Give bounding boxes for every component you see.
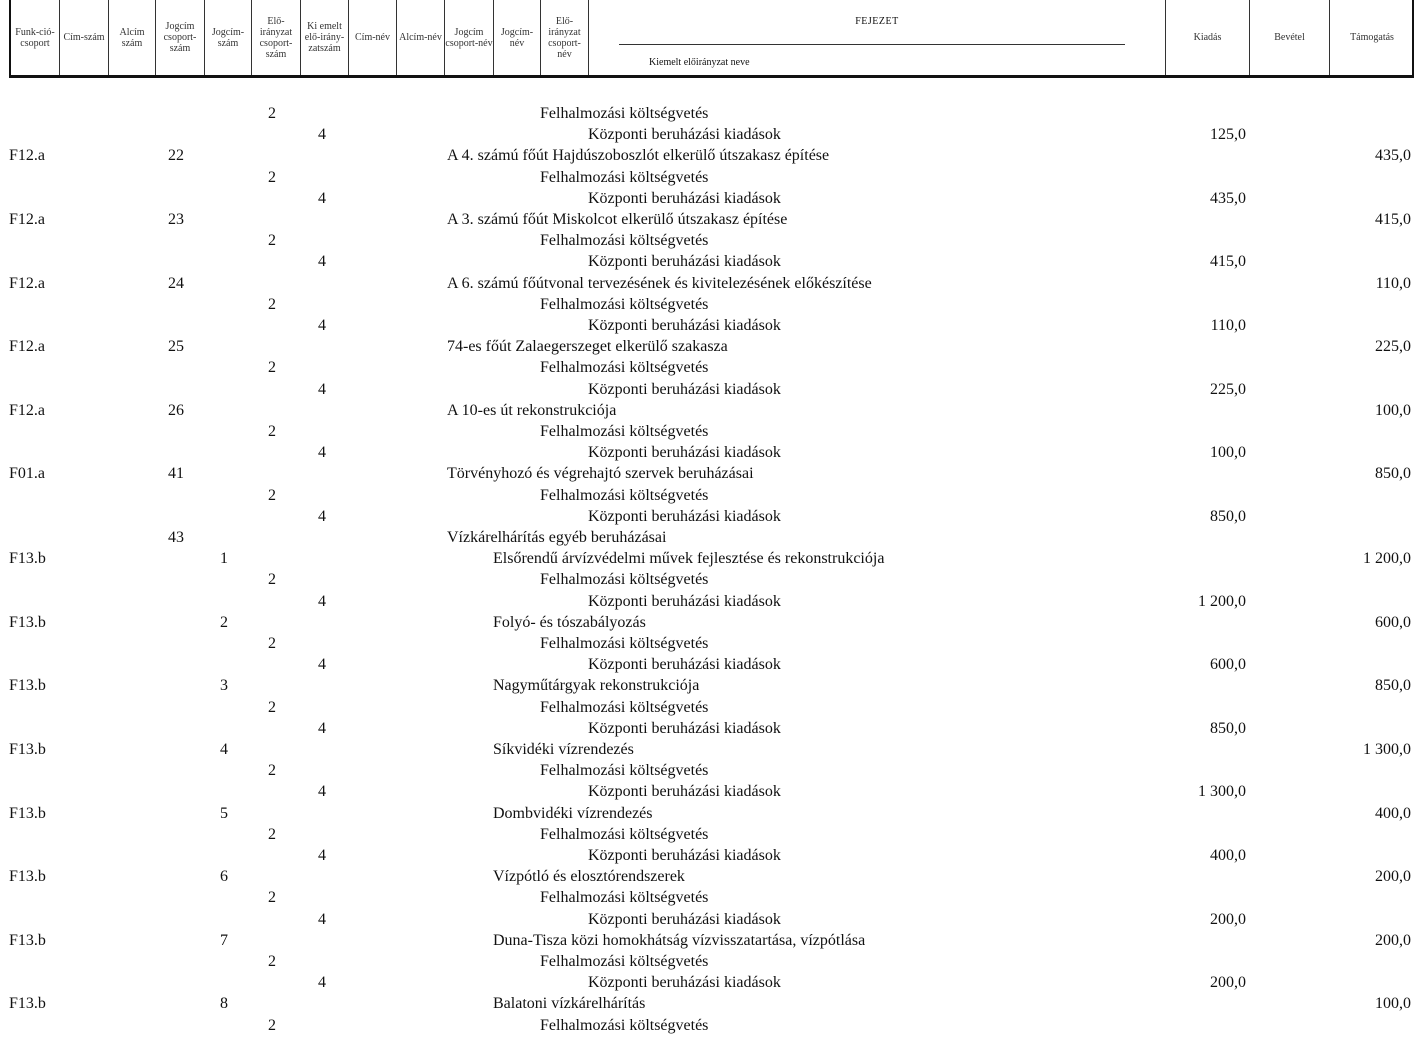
eloiranyzat-csoport-szam-cell: 2	[268, 571, 276, 588]
column-header-label: Jogcím csoport-szám	[163, 21, 197, 54]
table-row	[0, 930, 1422, 951]
table-header	[9, 0, 1414, 78]
jogcim-szam-cell: 5	[220, 805, 228, 822]
table-row	[0, 739, 1422, 760]
row-name-cell: Központi beruházási kiadások	[588, 126, 781, 143]
table-row	[0, 485, 1422, 506]
kiemelt-eloiranyzat-szam-cell: 4	[318, 720, 326, 737]
table-row	[0, 675, 1422, 696]
kiemelt-eloiranyzat-szam-cell: 4	[318, 847, 326, 864]
row-name-cell: Felhalmozási költségvetés	[540, 889, 709, 906]
cim-szam-cell: 26	[168, 402, 184, 419]
column-header-label: Cím-név	[355, 32, 390, 43]
table-row	[0, 379, 1422, 400]
row-name-cell: Folyó- és tószabályozás	[493, 614, 646, 631]
tamogatas-cell: 200,0	[1375, 868, 1411, 885]
row-name-cell: Felhalmozási költségvetés	[540, 359, 709, 376]
row-name-cell: A 10-es út rekonstrukciója	[447, 402, 617, 419]
jogcim-szam-cell: 4	[220, 741, 228, 758]
eloiranyzat-csoport-szam-cell: 2	[268, 699, 276, 716]
column-header-label: Bevétel	[1274, 32, 1305, 43]
col-header-6	[301, 0, 349, 75]
table-row	[0, 209, 1422, 230]
table-row	[0, 633, 1422, 654]
row-name-cell: Felhalmozási költségvetés	[540, 296, 709, 313]
table-row	[0, 591, 1422, 612]
rcol-header-2	[1330, 0, 1414, 75]
jogcim-szam-cell: 8	[220, 995, 228, 1012]
cim-szam-cell: 24	[168, 275, 184, 292]
col-header-10	[494, 0, 541, 75]
kiemelt-eloiranyzat-szam-cell: 4	[318, 444, 326, 461]
column-header-label: Elő-irányzat csoport-név	[548, 15, 581, 60]
table-row	[0, 421, 1422, 442]
row-name-cell: Központi beruházási kiadások	[588, 508, 781, 525]
col-header-1	[60, 0, 109, 75]
table-row	[0, 188, 1422, 209]
jogcim-szam-cell: 1	[220, 550, 228, 567]
col-header-2	[109, 0, 156, 75]
col-header-0	[11, 0, 60, 75]
row-name-cell: Vízkárelhárítás egyéb beruházásai	[447, 529, 667, 546]
row-name-cell: Központi beruházási kiadások	[588, 444, 781, 461]
kiemelt-eloiranyzat-szam-cell: 4	[318, 974, 326, 991]
row-name-cell: Felhalmozási költségvetés	[540, 635, 709, 652]
fejezet-header	[589, 0, 1166, 75]
table-row	[0, 463, 1422, 484]
row-name-cell: Központi beruházási kiadások	[588, 190, 781, 207]
table-row	[0, 972, 1422, 993]
table-row	[0, 993, 1422, 1014]
tamogatas-cell: 200,0	[1375, 932, 1411, 949]
jogcim-szam-cell: 7	[220, 932, 228, 949]
row-name-cell: Felhalmozási költségvetés	[540, 571, 709, 588]
table-row	[0, 803, 1422, 824]
kiemelt-eloiranyzat-szam-cell: 4	[318, 317, 326, 334]
column-header-label: Támogatás	[1350, 32, 1394, 43]
row-name-cell: Központi beruházási kiadások	[588, 381, 781, 398]
funkcio-csoport-cell: F13.b	[9, 614, 46, 631]
funkcio-csoport-cell: F13.b	[9, 995, 46, 1012]
cim-szam-cell: 25	[168, 338, 184, 355]
eloiranyzat-csoport-szam-cell: 2	[268, 889, 276, 906]
table-row	[0, 697, 1422, 718]
jogcim-szam-cell: 6	[220, 868, 228, 885]
funkcio-csoport-cell: F12.a	[9, 338, 45, 355]
row-name-cell: A 6. számú főútvonal tervezésének és kivitelezésének előkészítése	[447, 275, 872, 292]
kiadas-cell: 850,0	[1210, 720, 1246, 737]
col-header-3	[156, 0, 205, 75]
kiadas-cell: 435,0	[1210, 190, 1246, 207]
kiadas-cell: 125,0	[1210, 126, 1246, 143]
eloiranyzat-csoport-szam-cell: 2	[268, 1017, 276, 1034]
kiadas-cell: 400,0	[1210, 847, 1246, 864]
row-name-cell: Felhalmozási költségvetés	[540, 826, 709, 843]
eloiranyzat-csoport-szam-cell: 2	[268, 296, 276, 313]
column-header-label: Jogcím csoport-név	[445, 26, 493, 49]
kiemelt-eloiranyzat-szam-cell: 4	[318, 508, 326, 525]
row-name-cell: Felhalmozási költségvetés	[540, 953, 709, 970]
column-header-label: Funk-ció-csoport	[15, 26, 55, 49]
eloiranyzat-csoport-szam-cell: 2	[268, 423, 276, 440]
table-row	[0, 527, 1422, 548]
row-name-cell: Központi beruházási kiadások	[588, 847, 781, 864]
table-row	[0, 760, 1422, 781]
kiemelt-eloiranyzat-szam-cell: 4	[318, 656, 326, 673]
row-name-cell: A 4. számú főút Hajdúszoboszlót elkerülő útszakasz építése	[447, 147, 830, 164]
table-row	[0, 251, 1422, 272]
kiemelt-eloiranyzat-szam-cell: 4	[318, 911, 326, 928]
column-header-label: Jogcím-szám	[211, 26, 245, 49]
row-name-cell: Dombvidéki vízrendezés	[493, 805, 653, 822]
row-name-cell: Nagyműtárgyak rekonstrukciója	[493, 677, 700, 694]
table-row	[0, 1015, 1422, 1036]
eloiranyzat-csoport-szam-cell: 2	[268, 762, 276, 779]
funkcio-csoport-cell: F13.b	[9, 550, 46, 567]
table-row	[0, 357, 1422, 378]
row-name-cell: Központi beruházási kiadások	[588, 317, 781, 334]
col-header-5	[252, 0, 301, 75]
funkcio-csoport-cell: F13.b	[9, 932, 46, 949]
kiadas-cell: 850,0	[1210, 508, 1246, 525]
funkcio-csoport-cell: F12.a	[9, 402, 45, 419]
funkcio-csoport-cell: F12.a	[9, 275, 45, 292]
table-row	[0, 230, 1422, 251]
table-row	[0, 845, 1422, 866]
fejezet-title: FEJEZET	[855, 16, 899, 27]
col-header-11	[541, 0, 589, 75]
kiadas-cell: 415,0	[1210, 253, 1246, 270]
table-row	[0, 167, 1422, 188]
funkcio-csoport-cell: F12.a	[9, 147, 45, 164]
tamogatas-cell: 850,0	[1375, 465, 1411, 482]
column-header-label: Cím-szám	[63, 32, 105, 43]
column-header-label: Kiadás	[1193, 32, 1222, 43]
cim-szam-cell: 41	[168, 465, 184, 482]
col-header-8	[397, 0, 445, 75]
eloiranyzat-csoport-szam-cell: 2	[268, 487, 276, 504]
header-divider	[619, 44, 1125, 45]
column-header-label: Ki emelt elő-irány-zatszám	[304, 21, 345, 54]
table-row	[0, 400, 1422, 421]
tamogatas-cell: 110,0	[1375, 275, 1411, 292]
row-name-cell: Vízpótló és elosztórendszerek	[493, 868, 685, 885]
kiadas-cell: 110,0	[1210, 317, 1246, 334]
row-name-cell: A 3. számú főút Miskolcot elkerülő útszakasz építése	[447, 211, 788, 228]
tamogatas-cell: 1 200,0	[1363, 550, 1411, 567]
row-name-cell: Központi beruházási kiadások	[588, 911, 781, 928]
table-row	[0, 909, 1422, 930]
column-header-label: Jogcím-név	[500, 26, 534, 49]
table-row	[0, 951, 1422, 972]
column-header-label: Alcím-név	[399, 32, 442, 43]
table-row	[0, 273, 1422, 294]
kiadas-cell: 1 200,0	[1198, 593, 1246, 610]
table-row	[0, 124, 1422, 145]
kiemelt-eloiranyzat-szam-cell: 4	[318, 593, 326, 610]
table-row	[0, 654, 1422, 675]
cim-szam-cell: 23	[168, 211, 184, 228]
table-row	[0, 145, 1422, 166]
funkcio-csoport-cell: F01.a	[9, 465, 45, 482]
cim-szam-cell: 43	[168, 529, 184, 546]
kiemelt-eloiranyzat-szam-cell: 4	[318, 253, 326, 270]
funkcio-csoport-cell: F13.b	[9, 805, 46, 822]
tamogatas-cell: 225,0	[1375, 338, 1411, 355]
kiadas-cell: 225,0	[1210, 381, 1246, 398]
table-row	[0, 103, 1422, 124]
table-row	[0, 824, 1422, 845]
rcol-header-1	[1250, 0, 1330, 75]
col-header-4	[205, 0, 252, 75]
table-row	[0, 548, 1422, 569]
tamogatas-cell: 100,0	[1375, 402, 1411, 419]
table-row	[0, 569, 1422, 590]
kiemelt-eloiranyzat-szam-cell: 4	[318, 126, 326, 143]
rcol-header-0	[1166, 0, 1250, 75]
column-header-label: Alcím szám	[119, 26, 145, 49]
jogcim-szam-cell: 2	[220, 614, 228, 631]
row-name-cell: Központi beruházási kiadások	[588, 720, 781, 737]
row-name-cell: Központi beruházási kiadások	[588, 656, 781, 673]
row-name-cell: Felhalmozási költségvetés	[540, 232, 709, 249]
row-name-cell: Törvényhozó és végrehajtó szervek beruházásai	[447, 465, 754, 482]
row-name-cell: Központi beruházási kiadások	[588, 593, 781, 610]
kiadas-cell: 200,0	[1210, 911, 1246, 928]
table-row	[0, 506, 1422, 527]
eloiranyzat-csoport-szam-cell: 2	[268, 635, 276, 652]
tamogatas-cell: 100,0	[1375, 995, 1411, 1012]
kiadas-cell: 100,0	[1210, 444, 1246, 461]
eloiranyzat-csoport-szam-cell: 2	[268, 169, 276, 186]
row-name-cell: Felhalmozási költségvetés	[540, 105, 709, 122]
kiemelt-eloiranyzat-header: Kiemelt előirányzat neve	[649, 57, 750, 68]
table-row	[0, 315, 1422, 336]
col-header-7	[349, 0, 397, 75]
row-name-cell: Központi beruházási kiadások	[588, 974, 781, 991]
kiadas-cell: 200,0	[1210, 974, 1246, 991]
kiemelt-eloiranyzat-szam-cell: 4	[318, 381, 326, 398]
table-row	[0, 718, 1422, 739]
tamogatas-cell: 1 300,0	[1363, 741, 1411, 758]
table-row	[0, 866, 1422, 887]
table-row	[0, 442, 1422, 463]
tamogatas-cell: 415,0	[1375, 211, 1411, 228]
eloiranyzat-csoport-szam-cell: 2	[268, 826, 276, 843]
table-row	[0, 887, 1422, 908]
kiemelt-eloiranyzat-szam-cell: 4	[318, 190, 326, 207]
row-name-cell: Felhalmozási költségvetés	[540, 762, 709, 779]
row-name-cell: Felhalmozási költségvetés	[540, 699, 709, 716]
kiadas-cell: 600,0	[1210, 656, 1246, 673]
funkcio-csoport-cell: F13.b	[9, 677, 46, 694]
tamogatas-cell: 400,0	[1375, 805, 1411, 822]
row-name-cell: Felhalmozási költségvetés	[540, 487, 709, 504]
row-name-cell: Felhalmozási költségvetés	[540, 423, 709, 440]
row-name-cell: Síkvidéki vízrendezés	[493, 741, 634, 758]
row-name-cell: Felhalmozási költségvetés	[540, 169, 709, 186]
row-name-cell: Központi beruházási kiadások	[588, 783, 781, 800]
eloiranyzat-csoport-szam-cell: 2	[268, 359, 276, 376]
row-name-cell: Felhalmozási költségvetés	[540, 1017, 709, 1034]
eloiranyzat-csoport-szam-cell: 2	[268, 953, 276, 970]
kiemelt-eloiranyzat-szam-cell: 4	[318, 783, 326, 800]
table-row	[0, 781, 1422, 802]
column-header-label: Elő-irányzat csoport-szám	[259, 15, 293, 60]
table-row	[0, 336, 1422, 357]
eloiranyzat-csoport-szam-cell: 2	[268, 232, 276, 249]
tamogatas-cell: 600,0	[1375, 614, 1411, 631]
eloiranyzat-csoport-szam-cell: 2	[268, 105, 276, 122]
row-name-cell: Elsőrendű árvízvédelmi művek fejlesztése és rekonstrukciója	[493, 550, 885, 567]
kiadas-cell: 1 300,0	[1198, 783, 1246, 800]
cim-szam-cell: 22	[168, 147, 184, 164]
jogcim-szam-cell: 3	[220, 677, 228, 694]
row-name-cell: Duna-Tisza közi homokhátság vízvisszatartása, vízpótlása	[493, 932, 866, 949]
funkcio-csoport-cell: F13.b	[9, 868, 46, 885]
funkcio-csoport-cell: F13.b	[9, 741, 46, 758]
funkcio-csoport-cell: F12.a	[9, 211, 45, 228]
tamogatas-cell: 850,0	[1375, 677, 1411, 694]
tamogatas-cell: 435,0	[1375, 147, 1411, 164]
col-header-9	[445, 0, 494, 75]
row-name-cell: 74-es főút Zalaegerszeget elkerülő szakasza	[447, 338, 728, 355]
table-row	[0, 612, 1422, 633]
table-row	[0, 294, 1422, 315]
row-name-cell: Balatoni vízkárelhárítás	[493, 995, 646, 1012]
row-name-cell: Központi beruházási kiadások	[588, 253, 781, 270]
